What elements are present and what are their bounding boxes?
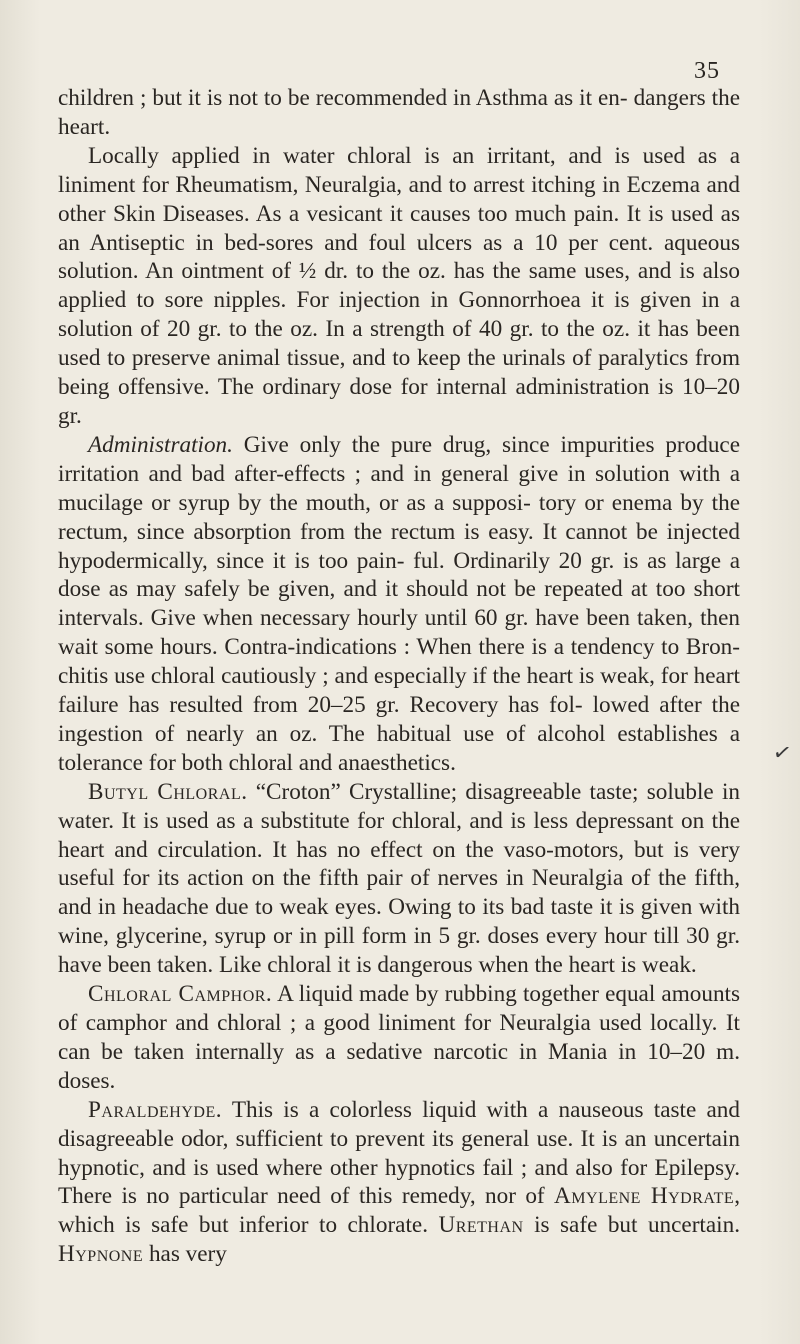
paragraph-paraldehyde bbox=[58, 1096, 740, 1269]
section-heading-administration: Administration. bbox=[88, 431, 233, 458]
margin-check-mark: ✓ bbox=[771, 738, 794, 767]
term-hypnone: Hypnone bbox=[58, 1241, 144, 1268]
paragraph-administration bbox=[58, 431, 740, 778]
paragraph-text: This is a colorless liquid with a nauseous taste and disagreeable odor, sufficient to prevent its general use. It is an uncertain hypnotic, and is used where other hypnotics fail ; and also for Epilepsy. There is no particular need of this remedy, nor of bbox=[58, 1096, 740, 1210]
paragraph-local-application bbox=[58, 142, 740, 431]
body-text bbox=[58, 84, 740, 1269]
section-heading-paraldehyde: Paraldehyde. bbox=[88, 1096, 223, 1123]
paragraph-text: is safe but uncertain. bbox=[523, 1212, 741, 1239]
paragraph-text: , which is safe but inferior to chlorate. bbox=[58, 1183, 740, 1239]
section-heading-butyl-chloral: Butyl Chloral. bbox=[88, 778, 248, 805]
paragraph-chloral-camphor bbox=[58, 980, 740, 1096]
paragraph-text: A liquid made by rubbing together equal amounts of camphor and chloral ; a good liniment for Neuralgia used locally. It can be taken internally as a sedative narcotic in Mania in 10–20 m. doses. bbox=[58, 981, 740, 1094]
page-number: 35 bbox=[694, 58, 720, 84]
paragraph-text: children ; but it is not to be recommended in Asthma as it en- dangers the heart. bbox=[58, 85, 740, 140]
paragraph-butyl-chloral bbox=[58, 778, 740, 980]
term-urethan: Urethan bbox=[438, 1212, 524, 1239]
term-amylene-hydrate: Amylene Hydrate bbox=[554, 1183, 735, 1210]
paragraph-text: Give only the pure drug, since impurities produce irritation and bad after-effects ; and in general give in solution with a mucilage or syrup by the mouth, or as a supposi- tory or enema by the rectum, since absorption from the rectum is easy. It cannot be injected hypodermically, since it is too pain- ful. Ordinarily 20 gr. is as large a dose as may safely be given, and it should not be repeated at too short intervals. Give when necessary hourly until 60 gr. have been taken, then wait some hours. Contra-indications : When there is a tendency to Bron- chitis use chloral cautiously ; and especially if the heart is weak, for heart failure has resulted from 20–25 gr. Recovery has fol- lowed after the ingestion of nearly an oz. The habitual use of alcohol establishes a tolerance for both chloral and anaesthetics. bbox=[58, 431, 740, 776]
paragraph-text: Locally applied in water chloral is an irritant, and is used as a liniment for Rheumatism, Neuralgia, and to arrest itching in Eczema and other Skin Diseases. As a vesicant it causes too much pain. It is used as an Antiseptic in bed-sores and foul ulcers as a 10 per cent. aqueous solution. An ointment of ½ dr. to the oz. has the same uses, and is also applied to sore nipples. For injection in Gonnorrhoea it is given in a solution of 20 gr. to the oz. In a strength of 40 gr. to the oz. it has been used to preserve animal tissue, and to keep the urinals of paralytics from being offensive. The ordinary dose for internal administration is 10–20 gr. bbox=[58, 142, 740, 429]
section-heading-chloral-camphor: Chloral Camphor. bbox=[88, 981, 273, 1008]
paragraph-text: has very bbox=[143, 1241, 227, 1268]
paragraph-text: “Croton” Crystalline; disagreeable taste; soluble in water. It is used as a substitute for chloral, and is less depressant on the heart and circulation. It has no effect on the vaso-motors, but is very useful for its action on the fifth pair of nerves in Neuralgia of the fifth, and in headache due to weak eyes. Owing to its bad taste it is given with wine, glycerine, syrup or in pill form in 5 gr. doses every hour till 30 gr. have been taken. Like chloral it is dangerous when the heart is weak. bbox=[58, 778, 740, 979]
paragraph-continuation bbox=[58, 84, 740, 142]
